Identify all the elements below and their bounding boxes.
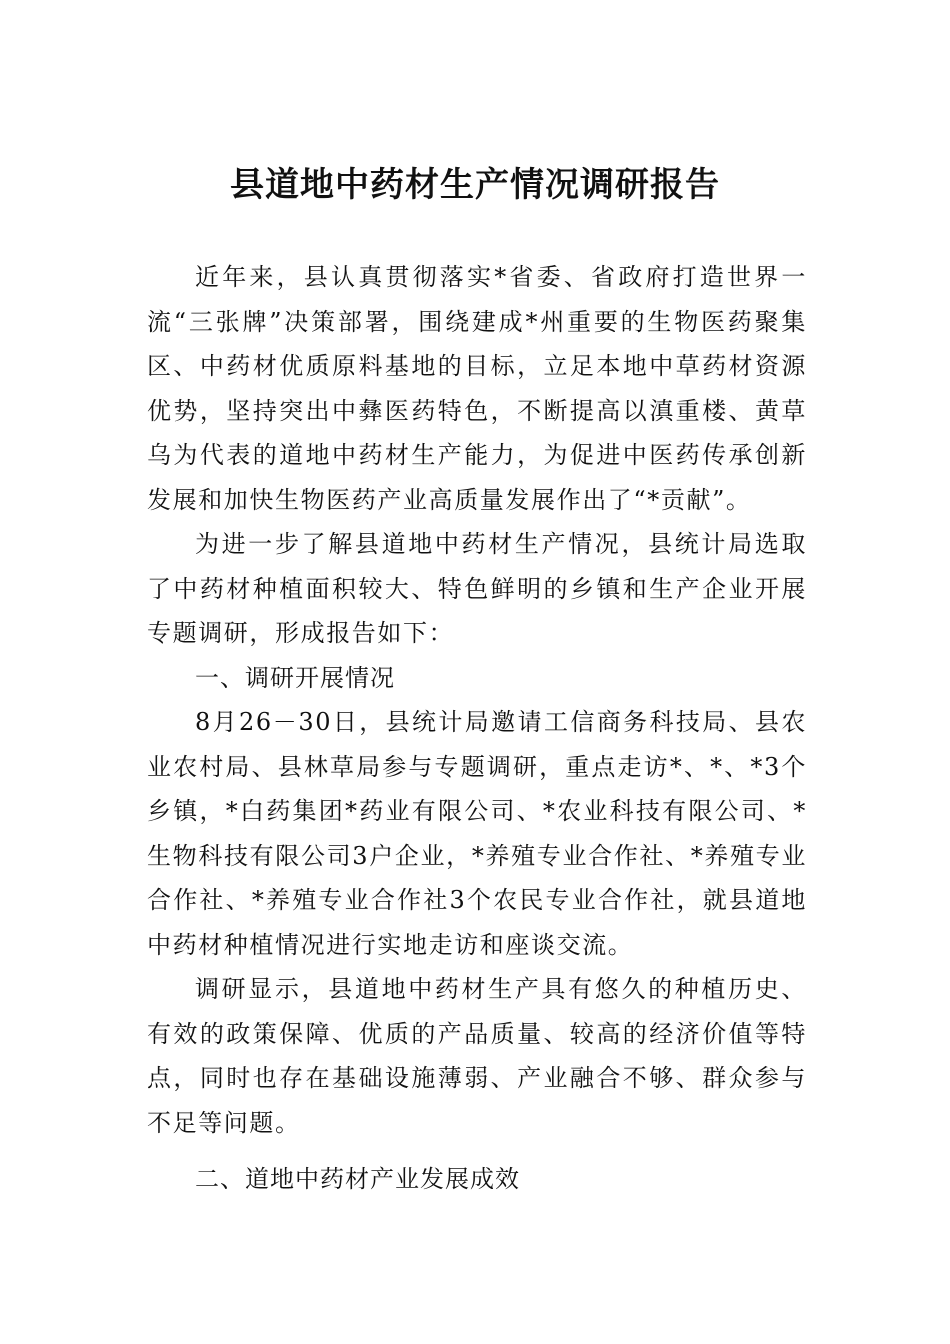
section-spacer bbox=[147, 1145, 807, 1157]
section-1-paragraph-1: 8月26－30日，县统计局邀请工信商务科技局、县农业农村局、县林草局参与专题调研，重点走访*、*、*3个乡镇，*白药集团*药业有限公司、*农业科技有限公司、*生物科技有限公司3户企业，*养殖专业合作社、*养殖专业合作社、*养殖专业合作社3个农民专业合作社，就县道地中药材种植情况进行实地走访和座谈交流。 bbox=[147, 708, 807, 959]
section-1-paragraph-2: 调研显示，县道地中药材生产具有悠久的种植历史、有效的政策保障、优质的产品质量、较高的经济价值等特点，同时也存在基础设施薄弱、产业融合不够、群众参与不足等问题。 bbox=[147, 975, 807, 1137]
document-body bbox=[147, 255, 807, 1202]
section-2-heading: 二、道地中药材产业发展成效 bbox=[195, 1165, 520, 1193]
intro-paragraph-1: 近年来，县认真贯彻落实*省委、省政府打造世界一流“三张牌”决策部署，围绕建成*州重要的生物医药聚集区、中药材优质原料基地的目标，立足本地中草药材资源优势，坚持突出中彝医药特色，不断提高以滇重楼、黄草乌为代表的道地中药材生产能力，为促进中医药传承创新发展和加快生物医药产业高质量发展作出了“*贡献”。 bbox=[147, 263, 807, 514]
intro-paragraph-2: 为进一步了解县道地中药材生产情况，县统计局选取了中药材种植面积较大、特色鲜明的乡镇和生产企业开展专题调研，形成报告如下： bbox=[147, 530, 807, 647]
document-title: 县道地中药材生产情况调研报告 bbox=[230, 165, 720, 205]
section-1-heading: 一、调研开展情况 bbox=[195, 663, 395, 692]
